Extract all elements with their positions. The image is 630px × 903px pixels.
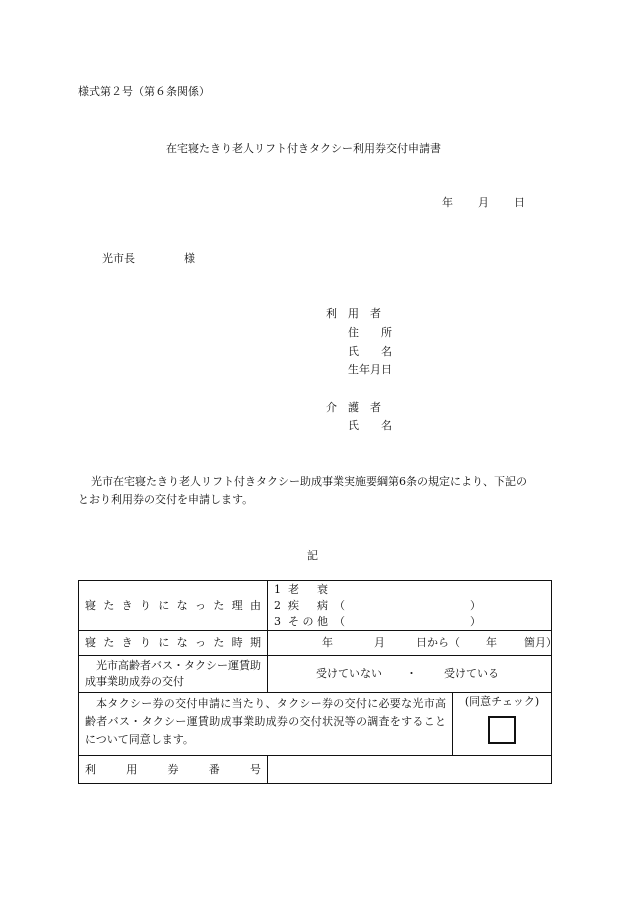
period-month: 月 — [374, 636, 385, 649]
consent-cell — [79, 693, 552, 756]
consent-text: 本タクシー券の交付申請に当たり、タクシー券の交付に必要な光市高齢者バス・タクシー運賃助成事業助成券の交付状況等の調査をすることについて同意します。 — [85, 697, 446, 746]
reason-option-1 — [274, 582, 545, 598]
addressee-name: 光市長 — [102, 252, 135, 265]
reason-option-2-label: 疾 病 — [288, 598, 328, 612]
reason-option-2 — [274, 598, 545, 614]
ticket-number-label-cell — [79, 756, 268, 784]
user-address-label: 住 所 — [348, 326, 392, 339]
reason-option-2-num: 2 — [274, 598, 281, 612]
reason-option-3-label: その他 — [288, 614, 328, 628]
period-value-cell[interactable] — [268, 631, 557, 656]
bus-options-cell — [268, 656, 552, 693]
user-name-label: 氏 名 — [348, 345, 392, 358]
period-from: 日から（ — [416, 636, 460, 649]
date-year-label: 年 — [442, 196, 453, 209]
document-title: 在宅寝たきり老人リフト付きタクシー利用券交付申請書 — [166, 142, 441, 155]
bus-option-yes[interactable]: 受けている — [444, 667, 499, 680]
bus-option-no[interactable]: 受けていない — [316, 667, 382, 680]
reason-option-3 — [274, 614, 545, 630]
reason-label: 寝たきりになった理由 — [85, 598, 261, 612]
reason-option-2-paren-close: ） — [470, 598, 481, 612]
reason-label-cell — [79, 581, 268, 631]
date-day-label: 日 — [514, 196, 525, 209]
period-year: 年 — [322, 636, 333, 649]
caregiver-heading: 介 護 者 — [326, 401, 381, 414]
body-text-line1: 光市在宅寝たきり老人リフト付きタクシー助成事業実施要綱第6条の規定により、下記の — [91, 475, 527, 488]
user-birthdate-label: 生年月日 — [348, 363, 392, 376]
reason-option-1-num: 1 — [274, 582, 281, 596]
reason-options-cell[interactable] — [268, 581, 552, 631]
reason-option-2-paren-open: （ — [334, 598, 345, 612]
user-heading: 利 用 者 — [326, 307, 381, 320]
ticket-number-label: 利用券番号 — [85, 762, 261, 776]
addressee-honorific: 様 — [184, 252, 195, 265]
period-label-cell — [79, 631, 268, 656]
consent-check-cell — [452, 693, 551, 755]
reason-option-3-paren-close: ） — [470, 614, 481, 628]
reason-option-1-label: 老 衰 — [288, 582, 328, 596]
bus-row — [79, 656, 552, 693]
ticket-row — [79, 756, 552, 784]
consent-check-label: (同意チェック) — [464, 695, 540, 708]
body-text-line2: とおり利用券の交付を申請します。 — [78, 493, 254, 506]
reason-option-3-num: 3 — [274, 614, 281, 628]
reason-option-3-paren-open: （ — [334, 614, 345, 628]
period-months: 箇月） — [524, 636, 557, 649]
date-month-label: 月 — [478, 196, 489, 209]
bus-label-cell — [79, 656, 268, 693]
consent-checkbox[interactable] — [488, 716, 516, 744]
bus-separator: ・ — [406, 667, 417, 680]
period-year2: 年 — [486, 636, 497, 649]
application-table — [78, 580, 557, 784]
form-number: 様式第２号（第６条関係） — [78, 85, 210, 98]
ticket-number-value[interactable] — [268, 756, 552, 784]
bus-label: 光市高齢者バス・タクシー運賃助成事業助成券の交付 — [85, 659, 261, 688]
notes-heading: 記 — [307, 549, 318, 562]
caregiver-name-label: 氏 名 — [348, 419, 392, 432]
period-label: 寝たきりになった時期 — [85, 636, 261, 649]
reason-row — [79, 581, 552, 631]
consent-row — [79, 693, 552, 756]
period-row — [79, 631, 552, 656]
